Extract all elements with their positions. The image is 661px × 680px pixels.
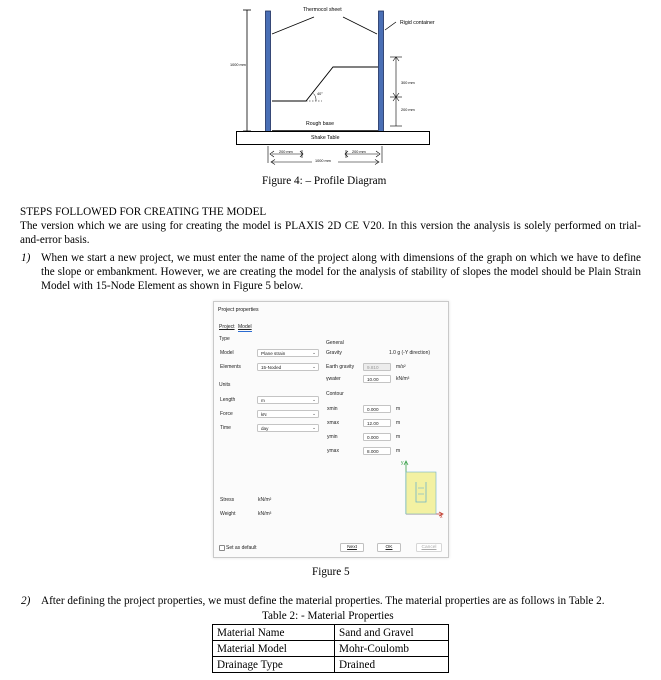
contour-preview (394, 458, 446, 520)
stress-value: kN/m² (258, 497, 272, 503)
chevron-down-icon: ⌄ (312, 426, 316, 431)
profile-diagram (0, 0, 661, 172)
ok-button[interactable]: OK (377, 543, 401, 552)
ymax-unit: m (396, 448, 401, 454)
table-row (213, 625, 449, 641)
time-select[interactable] (257, 424, 319, 432)
model-label: Model (220, 350, 234, 356)
gamma-water-value: 10.00 (367, 377, 379, 382)
gravity-label: Gravity (326, 350, 342, 356)
project-properties-dialog (213, 301, 449, 558)
earth-gravity-value: 9.810 (367, 365, 379, 370)
gravity-value: 1.0 g (-Y direction) (389, 350, 431, 356)
table-cell: Mohr-Coulomb (335, 641, 449, 657)
tab-model-underline (238, 331, 252, 332)
chevron-down-icon: ⌄ (312, 365, 316, 370)
length-select[interactable] (257, 396, 319, 404)
elements-select-value: 15-Noded (261, 365, 282, 370)
ymin-field[interactable] (363, 433, 391, 441)
stress-label: Stress (220, 497, 235, 503)
chevron-down-icon: ⌄ (312, 351, 316, 356)
length-select-value: m (261, 398, 265, 403)
xmin-unit: m (396, 406, 401, 412)
xmin-field[interactable] (363, 405, 391, 413)
table-cell: Sand and Gravel (335, 625, 449, 641)
time-label: Time (220, 425, 231, 431)
gamma-water-field[interactable] (363, 375, 391, 383)
axis-x-label: x (440, 514, 443, 520)
slope-angle-label: 40° (317, 92, 323, 96)
table-cell: Drained (335, 657, 449, 673)
table-row (213, 657, 449, 673)
next-button[interactable]: Next (340, 543, 364, 552)
weight-value: kN/m³ (258, 511, 272, 517)
bottom-dimension-left-label: 200 mm (279, 150, 293, 154)
force-select-value: kN (261, 412, 267, 417)
general-section-heading: General (326, 340, 344, 346)
table-row (213, 641, 449, 657)
material-properties-table (212, 624, 449, 673)
axis-y-label: y (401, 460, 404, 466)
table2-caption: Table 2: - Material Properties (262, 610, 394, 622)
table-cell: Material Name (213, 625, 335, 641)
right-container-wall (379, 11, 384, 132)
type-section-heading: Type (219, 336, 230, 342)
left-container-wall (266, 11, 271, 132)
dimension-300-label: 300 mm (401, 81, 415, 85)
figure5-caption: Figure 5 (312, 566, 350, 578)
steps-heading: STEPS FOLLOWED FOR CREATING THE MODEL (20, 206, 267, 218)
gamma-water-label: γwater (326, 376, 341, 382)
tab-model[interactable]: Model (238, 324, 252, 330)
tab-project[interactable]: Project (219, 324, 235, 330)
set-default-label: Set as default (226, 545, 257, 551)
force-select[interactable] (257, 410, 319, 418)
earth-gravity-label: Earth gravity (326, 364, 355, 370)
elements-label: Elements (220, 364, 241, 370)
chevron-down-icon: ⌄ (312, 412, 316, 417)
elements-select[interactable] (257, 363, 319, 371)
dimension-200-right-label: 200 mm (401, 108, 415, 112)
step2-number: 2) (21, 595, 31, 607)
model-select[interactable] (257, 349, 319, 357)
earth-gravity-field (363, 363, 391, 371)
step1-paragraph: When we start a new project, we must enter the name of the project along with dimensions of the graph on which we have to define the slope or embankment. However, we are creating the model for the analysis of stability of slopes the model should be Plain Strain Model with 15-Node Element as shown in Figure 5 below. (41, 252, 641, 292)
weight-label: Weight (220, 511, 236, 517)
set-default-checkbox[interactable] (219, 545, 225, 551)
rigid-container-label: Rigid container (400, 20, 435, 26)
dialog-title: Project properties (218, 307, 259, 313)
force-label: Force (220, 411, 233, 417)
ymin-label: ymin (327, 434, 338, 440)
units-section-heading: Units (219, 382, 231, 388)
model-select-value: Plane strain (261, 351, 286, 356)
ymax-value: 8.000 (367, 449, 379, 454)
cancel-button[interactable]: Cancel (416, 543, 442, 552)
height-dimension-label: 1000 mm (230, 63, 246, 67)
chevron-down-icon: ⌄ (312, 398, 316, 403)
xmin-label: xmin (327, 406, 338, 412)
thermocol-label: Thermocol sheet (303, 7, 342, 13)
table-cell: Material Model (213, 641, 335, 657)
shake-table-label: Shake Table (311, 135, 340, 141)
contour-section-heading: Contour (326, 391, 344, 397)
ymax-field[interactable] (363, 447, 391, 455)
ymax-label: ymax (327, 448, 339, 454)
xmax-unit: m (396, 420, 401, 426)
xmax-field[interactable] (363, 419, 391, 427)
slope-profile (272, 67, 378, 101)
rough-base-label: Rough base (306, 121, 334, 127)
step2-paragraph: After defining the project properties, we must define the material properties. The material properties are as follows in Table 2. (41, 595, 605, 607)
xmin-value: 0.000 (367, 407, 379, 412)
bottom-dimension-right-label: 200 mm (352, 150, 366, 154)
time-select-value: day (261, 426, 269, 431)
bottom-dimension-total-label: 1000 mm (315, 159, 331, 163)
xmax-value: 12.00 (367, 421, 379, 426)
xmax-label: xmax (327, 420, 339, 426)
length-label: Length (220, 397, 236, 403)
step1-number: 1) (21, 252, 31, 264)
ymin-unit: m (396, 434, 401, 440)
gamma-water-unit: kN/m³ (396, 376, 410, 382)
table-cell: Drainage Type (213, 657, 335, 673)
figure4-caption: Figure 4: – Profile Diagram (262, 175, 387, 187)
ymin-value: 0.000 (367, 435, 379, 440)
intro-paragraph: The version which we are using for creating the model is PLAXIS 2D CE V20. In this version the analysis is solely performed on trial-and-error basis. (20, 220, 641, 246)
earth-gravity-unit: m/s² (396, 364, 406, 370)
